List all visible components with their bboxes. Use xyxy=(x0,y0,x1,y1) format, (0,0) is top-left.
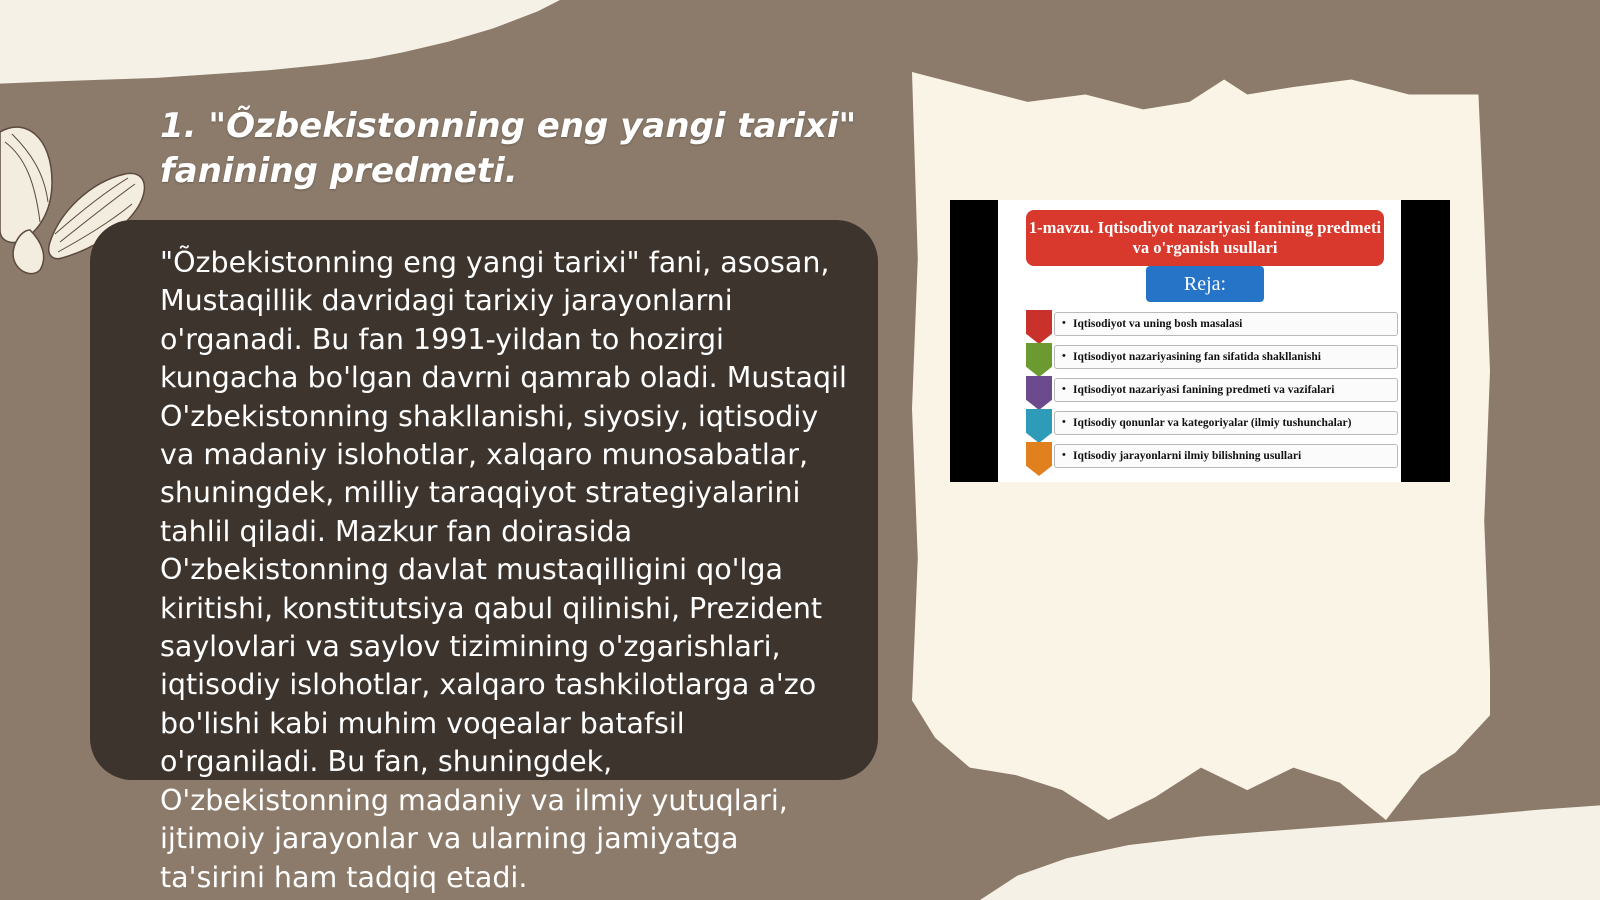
torn-paper-bottom-decoration xyxy=(980,790,1600,900)
slide-list-item xyxy=(1026,312,1404,338)
heading-line-2: fanining predmeti. xyxy=(160,151,518,191)
slide-item-text: • Iqtisodiyot va uning bosh masalasi xyxy=(1054,312,1398,336)
section-heading xyxy=(160,104,880,194)
slide-item-text: • Iqtisodiy jarayonlarni ilmiy bilishning usullari xyxy=(1054,444,1398,468)
slide-reja-label: Reja: xyxy=(1146,266,1264,302)
slide-thumbnail xyxy=(950,200,1450,482)
arrow-icon xyxy=(1026,343,1052,377)
slide-item-text: • Iqtisodiy qonunlar va kategoriyalar (ilmiy tushunchalar) xyxy=(1054,411,1398,435)
torn-paper-top-decoration xyxy=(0,0,560,95)
arrow-icon xyxy=(1026,442,1052,476)
arrow-icon xyxy=(1026,409,1052,443)
arrow-icon xyxy=(1026,376,1052,410)
heading-line-1: 1. "Õzbekistonning eng yangi tarixi" xyxy=(160,106,857,146)
slide-title: 1-mavzu. Iqtisodiyot nazariyasi fanining predmeti va o'rganish usullari xyxy=(1026,210,1384,266)
slide-content xyxy=(998,200,1401,482)
slide-list-item xyxy=(1026,411,1404,437)
body-paragraph: "Õzbekistonning eng yangi tarixi" fani, asosan, Mustaqillik davridagi tarixiy jarayonlarni o'rganadi. Bu fan 1991-yildan to hozirgi kungacha bo'lgan davrni qamrab oladi. Mustaqil O'zbekistonning shakllanishi, siyosiy, iqtisodiy va madaniy islohotlar, xalqaro munosabatlar, shuningdek, milliy taraqqiyot strategiyalarini tahlil qiladi. Mazkur fan doirasida O'zbekistonning davlat mustaqilligini qo'lga kiritishi, konstitutsiya qabul qilinishi, Prezident saylovlari va saylov tizimining o'zgarishlari, iqtisodiy islohotlar, xalqaro tashkilotlarga a'zo bo'lishi kabi muhim voqealar batafsil o'rganiladi. Bu fan, shuningdek, O'zbekistonning madaniy va ilmiy yutuqlari, ijtimoiy jarayonlar va ularning jamiyatga ta'sirini ham tadqiq etadi. xyxy=(160,246,847,894)
slide-list-item xyxy=(1026,378,1404,404)
slide-item-text: • Iqtisodiyot nazariyasining fan sifatida shakllanishi xyxy=(1054,345,1398,369)
slide-list-item xyxy=(1026,444,1404,470)
slide-item-text: • Iqtisodiyot nazariyasi fanining predmeti va vazifalari xyxy=(1054,378,1398,402)
arrow-icon xyxy=(1026,310,1052,344)
slide-list-item xyxy=(1026,345,1404,371)
